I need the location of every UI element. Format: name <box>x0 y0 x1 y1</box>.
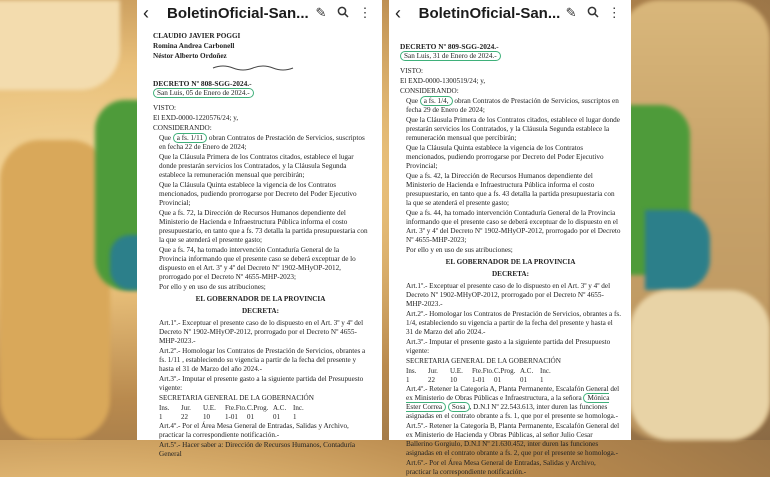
signatory: Romina Andrea Carbonell <box>153 42 235 50</box>
paragraph: Que a fs. 42, la Dirección de Recursos Humanos dependiente del Ministerio de Hacienda e Infraestructura Pública informa el costo presupuestario, en tanto que a fs. 43 detalla la partida presupuestaria con la que se atenderá el presente gasto; <box>406 172 615 207</box>
section-heading: DECRETA: <box>241 307 279 315</box>
paragraph: Que la Cláusula Quinta establece la vigencia de los Contratos mencionados, pudiendo prorrogarse por Decreto del Poder Ejecutivo Provincial; <box>406 144 604 170</box>
paragraph: Que a fs. 74, ha tomado intervención Contaduría General de la Provincia informando que el presente caso se deberá exceptuar de lo dispuesto en el Art. 3º y 4º del Decreto Nº 1902-MHyOP-2012, prorrogado por el Decreto Nº 4655-MHP-2023; <box>159 246 356 281</box>
background-shape <box>630 290 770 440</box>
highlight-mark: Mónica Ester Correa <box>406 394 610 411</box>
secretaria: SECRETARIA GENERAL DE LA GOBERNACIÓN <box>159 394 314 402</box>
highlight-mark: a fs. 1/4, <box>420 96 453 106</box>
secretaria: SECRETARIA GENERAL DE LA GOBERNACIÓN <box>406 357 561 365</box>
article: Art.1º.- Exceptuar el presente caso de lo dispuesto en el Art. 3º y 4º del Decreto Nº 1902-MHyOP-2012, prorrogado por el Decreto Nº 4655-MHP-2023.- <box>159 319 364 345</box>
paragraph: Por ello y en uso de sus atribuciones; <box>406 246 513 254</box>
signatory: Néstor Alberto Ordoñez <box>153 52 227 60</box>
background-shape <box>0 140 110 440</box>
decree-date: San Luis, 05 de Enero de 2024.- <box>153 88 254 98</box>
edit-icon[interactable]: ✎ <box>565 5 577 20</box>
article: Art.3º.- Imputar el presente gasto a la siguiente partida del Presupuesto vigente: <box>159 375 364 392</box>
arrow-left-icon[interactable]: ‹ <box>395 3 401 23</box>
section-heading: EL GOBERNADOR DE LA PROVINCIA <box>195 295 326 303</box>
search-icon[interactable] <box>582 6 604 21</box>
paragraph: Que la Cláusula Primera de los Contratos citados, establece el lugar donde prestarán servicios los Contratados, y la Cláusula Segunda establece la remuneración mensual que percibirán; <box>406 116 620 142</box>
article: Art.2º.- Homologar los Contratos de Prestación de Servicios, obrantes a fs. 1/4, estableciendo su vigencia a partir de la fecha del presente y hasta el 31 de Marzo del año 2024.- <box>406 310 622 336</box>
background-shape <box>645 210 710 290</box>
section-heading: DECRETA: <box>491 270 529 278</box>
right-phone-screen <box>389 0 631 476</box>
budget-table-row: 1 22 10 1-01 01 01 1 <box>406 376 544 384</box>
paragraph: Que a fs. 1/4, obran Contratos de Prestación de Servicios, suscriptos en fecha 29 de Enero de 2024; <box>406 97 619 114</box>
edit-icon[interactable]: ✎ <box>315 5 327 20</box>
highlight-mark: Sosa <box>448 402 470 412</box>
article: Art.5º.- Hacer saber a: Dirección de Recursos Humanos, Contaduría General <box>159 441 356 458</box>
visto-label: VISTO: <box>400 67 424 75</box>
article: Art.1º.- Exceptuar el presente caso de lo dispuesto en el Art. 3º y 4º del Decreto Nº 1902-MHyOP-2012, prorrogado por el Decreto Nº 4655-MHP-2023.- <box>406 282 611 308</box>
article: Art.3º.- Imputar el presente gasto a la siguiente partida del Presupuesto vigente: <box>406 338 611 355</box>
arrow-left-icon[interactable]: ‹ <box>143 3 149 23</box>
section-heading: EL GOBERNADOR DE LA PROVINCIA <box>445 258 576 266</box>
visto-label: VISTO: <box>153 104 177 112</box>
article: Art.5º.- Retener la Categoría B, Planta Permanente, Escalafón General del ex Ministerio de Hacienda y Obras Públicas, al señor Julio Cesar Ballerino Gorgiulo, D.N.I Nº 21.630.452, inter duren las funciones asignadas en el contrato obrante a fs. 2, que por el presente se homologa.- <box>406 422 620 457</box>
paragraph: Que la Cláusula Quinta establece la vigencia de los Contratos mencionados, pudiendo prorrogarse por Decreto del Poder Ejecutivo Provincial; <box>159 181 357 207</box>
highlight-mark: a fs. 1/11 <box>173 133 207 143</box>
app-bar <box>137 0 382 26</box>
signatory: CLAUDIO JAVIER POGGI <box>153 32 241 40</box>
document-body <box>137 26 382 459</box>
search-icon[interactable] <box>332 6 354 21</box>
more-vertical-icon[interactable]: ⋮ <box>358 5 372 20</box>
decree-date: San Luis, 31 de Enero de 2024.- <box>400 51 501 61</box>
left-phone-screen <box>137 0 382 458</box>
app-title: BoletinOficial-San... <box>167 4 309 22</box>
signature-flourish <box>213 64 293 72</box>
app-title: BoletinOficial-San... <box>418 4 561 22</box>
article: Art.4º.- Retener la Categoría A, Planta Permanente, Escalafón General del ex Ministerio de Obras Públicas e Infraestructura, a la señora Mónica Ester Correa Sosa , D.N.I Nº 22.543.613, inter duren las funciones asignadas en el contrato obrante a fs. 1, que por el presente se homologa.- <box>406 385 620 420</box>
app-bar <box>389 0 631 26</box>
paragraph: Que a fs. 72, la Dirección de Recursos Humanos dependiente del Ministerio de Hacienda e Infraestructura Pública informa el costo presupuestario, en tanto que a fs. 73 detalla la partida presupuestaria con la que se atenderá el presente gasto; <box>159 209 368 244</box>
considerando-label: CONSIDERANDO: <box>400 87 459 95</box>
article: Art.2º.- Homologar los Contratos de Prestación de Servicios, obrantes a fs. 1/11 , estableciendo su vigencia a partir de la fecha del presente y hasta el 31 de Marzo del año 2024.- <box>159 347 366 373</box>
paragraph: Que la Cláusula Primera de los Contratos citados, establece el lugar donde prestarán servicios los Contratados, y la Cláusula Segunda establece la remuneración mensual que percibirán; <box>159 153 354 179</box>
budget-table-row: 1 22 10 1-01 01 01 1 <box>159 413 297 421</box>
expediente: El EXD-0000-1300519/24; y, <box>400 77 486 85</box>
decree-number: DECRETO Nº 808-SGG-2024.- <box>153 79 252 88</box>
article: Art.4º.- Por el Área Mesa General de Entradas, Salidas y Archivo, practicar la correspondiente notificación.- <box>159 422 349 439</box>
background-shape <box>0 0 120 90</box>
paragraph: Que a fs. 1/11 obran Contratos de Prestación de Servicios, suscriptos en fecha 22 de Enero de 2024; <box>159 134 365 151</box>
decree-number: DECRETO Nº 809-SGG-2024.- <box>400 42 499 51</box>
budget-table-header: Ins. Jur. U.E. Fte.Fto. C.Prog. A.C. Inc. <box>406 367 551 375</box>
considerando-label: CONSIDERANDO: <box>153 124 212 132</box>
more-vertical-icon[interactable]: ⋮ <box>607 5 621 20</box>
paragraph: Por ello y en uso de sus atribuciones; <box>159 283 266 291</box>
article: Art.6º.- Por el Área Mesa General de Entradas, Salidas y Archivo, practicar la correspondiente notificación.- <box>406 459 596 476</box>
expediente: El EXD-0000-1220576/24; y, <box>153 114 239 122</box>
document-body <box>389 26 631 477</box>
paragraph: Que a fs. 44, ha tomado intervención Contaduría General de la Provincia informando que el presente caso se deberá exceptuar de lo dispuesto en el Art. 3º y 4º del Decreto Nº 1902-MHyOP-2012, prorrogado por el Decreto Nº 4655-MHP-2023; <box>406 209 621 244</box>
budget-table-header: Ins. Jur. U.E. Fte.Fto. C.Prog. A.C. Inc. <box>159 404 304 412</box>
